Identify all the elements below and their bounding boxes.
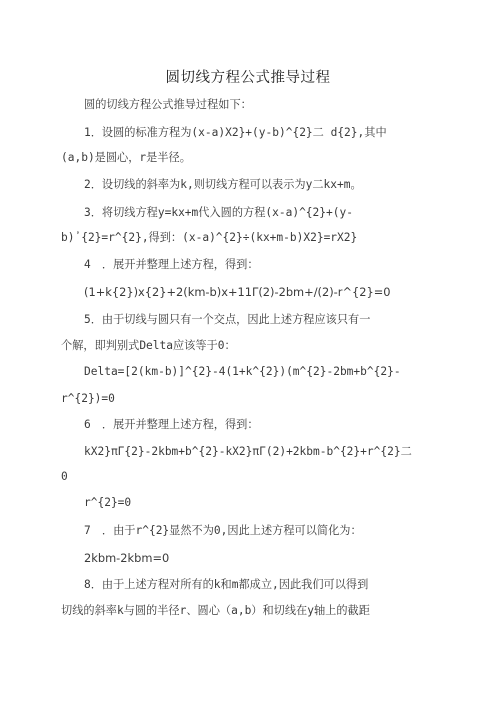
text-line: 5．由于切线与圆只有一个交点，因此上述方程应该只有一 [84, 313, 371, 326]
text-line: (a,b)是圆心，r是半径。 [61, 151, 191, 164]
text-line: r^{2})=0 [61, 392, 115, 405]
text-line: kX2}πΓ{2}-2kbm+b^{2}-kX2}πΓ(2)+2kbm-b^{2}+r^{2}二 [84, 445, 412, 458]
text-line: 2．设切线的斜率为k,则切线方程可以表示为y二kx+m。 [84, 178, 362, 191]
text-line: 4 ．展开并整理上述方程，得到： [84, 258, 259, 271]
text-line: 0 [61, 470, 68, 483]
text-line: 个解，即判别式Delta应该等于0： [61, 339, 236, 352]
text-line: (1+k{2})x{2}+2(km-b)x+11Γ(2)-2bm+/(2)-r^{2}=0 [84, 285, 391, 299]
text-line: Delta=[2(km-b)]^{2}-4(1+k^{2})(m^{2}-2bm+b^{2}- [84, 365, 401, 378]
text-line: 2kbm-2kbm=0 [84, 551, 170, 565]
text-line: 6 ．展开并整理上述方程，得到： [84, 418, 259, 431]
text-line: 7 ．由于r^{2}显然不为0,因此上述方程可以简化为： [84, 524, 362, 537]
text-line: 8．由于上述方程对所有的k和m都成立,因此我们可以得到 [84, 578, 369, 591]
text-line: 圆的切线方程公式推导过程如下： [84, 98, 252, 111]
document-title: 圆切线方程公式推导过程 [165, 70, 331, 86]
text-line: 1．设圆的标准方程为(x-a)X2}+(y-b)^{2}二 d{2},其中 [84, 126, 387, 139]
text-line: 切线的斜率k与圆的半径r、圆心（a,b）和切线在y轴上的截距 [61, 604, 370, 617]
text-line: r^{2}=0 [84, 496, 132, 509]
text-line: b)᾿{2}=r^{2},得到：(x-a)^{2}÷(kx+m-b)X2}=rX2} [61, 231, 358, 244]
text-line: 3．将切线方程y=kx+m代入圆的方程(x-a)^{2}+(y- [84, 206, 353, 219]
